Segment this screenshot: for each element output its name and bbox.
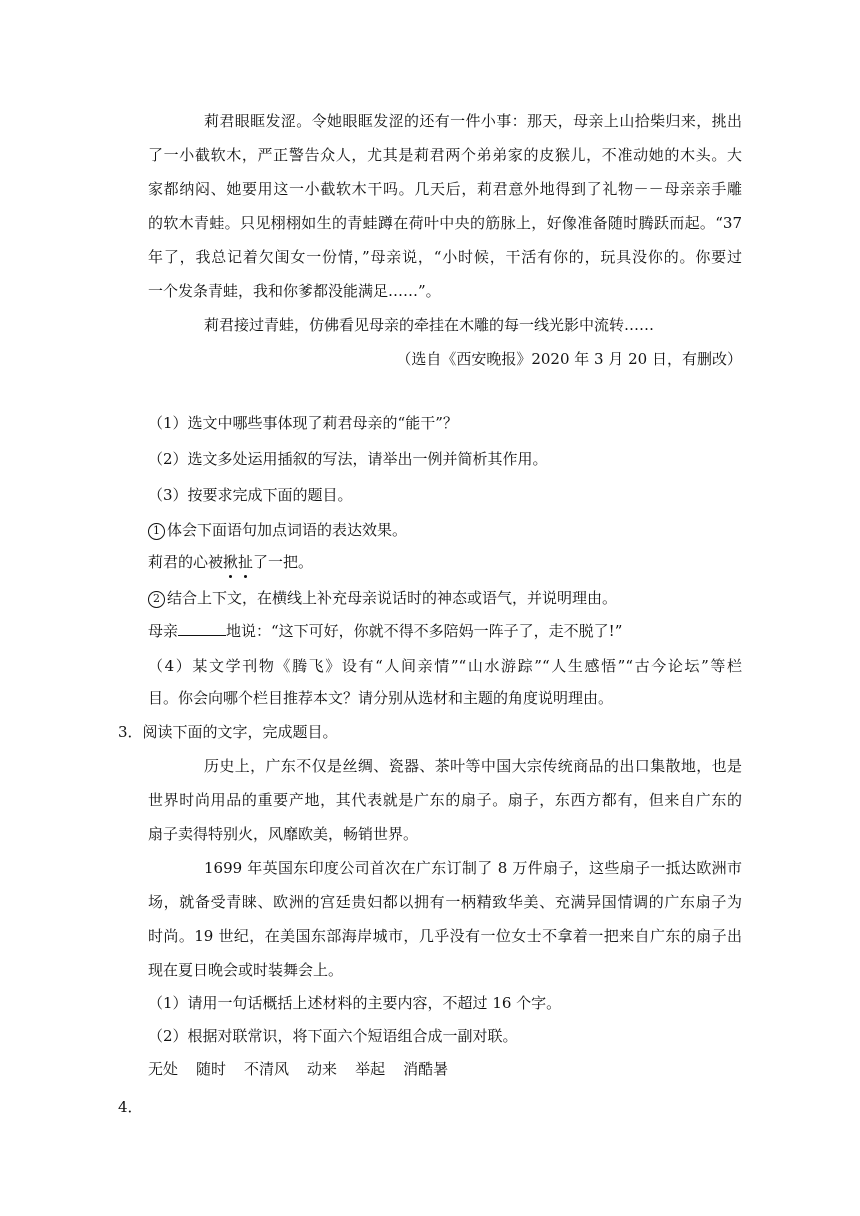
fill-in-sentence: [148, 621, 622, 641]
emphasized-word: 揪: [223, 553, 239, 571]
circled-number-2: 2: [148, 591, 165, 608]
section-3-heading: [118, 722, 338, 742]
phrase: 随时: [196, 1060, 227, 1078]
answer-blank[interactable]: [178, 621, 226, 636]
passage-line: 世界时尚用品的重要产地，其代表就是广东的扇子。扇子，东西方都有，但来自广东的: [148, 791, 742, 809]
question-3: （3）按要求完成下面的题目。: [148, 486, 353, 504]
passage-line: 现在夏日晚会或时装舞会上。: [148, 961, 344, 979]
example-sentence: [148, 552, 313, 572]
phrase: 举起: [355, 1060, 386, 1078]
sub-question-text: 结合上下文，在横线上补充母亲说话时的神态或语气，并说明理由。: [167, 589, 618, 607]
circled-number-1: 1: [148, 523, 165, 540]
section-4-heading: 4．: [118, 1098, 143, 1116]
question-2: （2）选文多处运用插叙的写法，请举出一例并简析其作用。: [148, 450, 548, 468]
question-3-sub-1: [148, 520, 407, 540]
section-number: 3．: [118, 723, 143, 741]
question-4: （4）某文学刊物《腾飞》设有“人间亲情”“山水游踪”“人生感悟”“古今论坛”等栏: [148, 657, 742, 675]
question-4-cont: 目。你会向哪个栏目推荐本文？请分别从选材和主题的角度说明理由。: [148, 689, 614, 707]
sentence-text: 莉君的心被: [148, 553, 224, 571]
phrase: 消酷暑: [403, 1060, 449, 1078]
passage-line: 一个发条青蛙，我和你爹都没能满足……”。: [148, 282, 441, 300]
passage-source: （选自《西安晚报》2020 年 3 月 20 日，有删改）: [396, 350, 742, 368]
passage-line: 年了，我总记着欠闺女一份情，”母亲说，“小时候，干活有你的，玩具没你的。你要过: [148, 248, 742, 266]
passage-line: 莉君接过青蛙，仿佛看见母亲的牵挂在木雕的每一线光影中流转……: [204, 316, 655, 334]
passage-line: 莉君眼眶发涩。令她眼眶发涩的还有一件小事：那天，母亲上山拾柴归来，挑出: [204, 112, 742, 130]
question-3-sub-2: [148, 588, 617, 608]
phrase: 无处: [148, 1060, 179, 1078]
question-1: （1）选文中哪些事体现了莉君母亲的“能干”？: [148, 414, 458, 432]
passage-line: 时尚。19 世纪，在美国东部海岸城市，几乎没有一位女士不拿着一把来自广东的扇子出: [148, 927, 742, 945]
sentence-text: 母亲: [148, 622, 179, 640]
emphasized-word: 扯: [238, 553, 254, 571]
passage-line: 1699 年英国东印度公司首次在广东订制了 8 万件扇子，这些扇子一抵达欧洲市: [204, 859, 742, 877]
sentence-text: 地说：“这下可好，你就不得不多陪妈一阵子了，走不脱了!”: [226, 622, 623, 640]
section-3-question-2: （2）根据对联常识，将下面六个短语组合成一副对联。: [148, 1027, 518, 1045]
phrase-list: [148, 1059, 448, 1079]
passage-line: 场，就备受青睐、欧洲的宫廷贵妇都以拥有一柄精致华美、充满异国情调的广东扇子为: [148, 893, 742, 911]
section-3-question-1: （1）请用一句话概括上述材料的主要内容，不超过 16 个字。: [148, 994, 562, 1012]
section-title: 阅读下面的文字，完成题目。: [142, 723, 338, 741]
passage-line: 历史上，广东不仅是丝绸、瓷器、茶叶等中国大宗传统商品的出口集散地，也是: [204, 757, 742, 775]
passage-line: 的软木青蛙。只见栩栩如生的青蛙蹲在荷叶中央的筋脉上，好像准备随时腾跃而起。“37: [148, 214, 742, 232]
phrase: 动来: [307, 1060, 338, 1078]
sentence-text: 了一把。: [253, 553, 314, 571]
passage-line: 家都纳闷、她要用这一小截软木干吗。几天后，莉君意外地得到了礼物－－母亲亲手雕: [148, 180, 742, 198]
phrase: 不清风: [244, 1060, 290, 1078]
passage-line: 扇子卖得特别火，风靡欧美，畅销世界。: [148, 825, 419, 843]
sub-question-text: 体会下面语句加点词语的表达效果。: [167, 521, 408, 539]
passage-line: 了一小截软木，严正警告众人，尤其是莉君两个弟弟家的皮猴儿，不准动她的木头。大: [148, 146, 742, 164]
